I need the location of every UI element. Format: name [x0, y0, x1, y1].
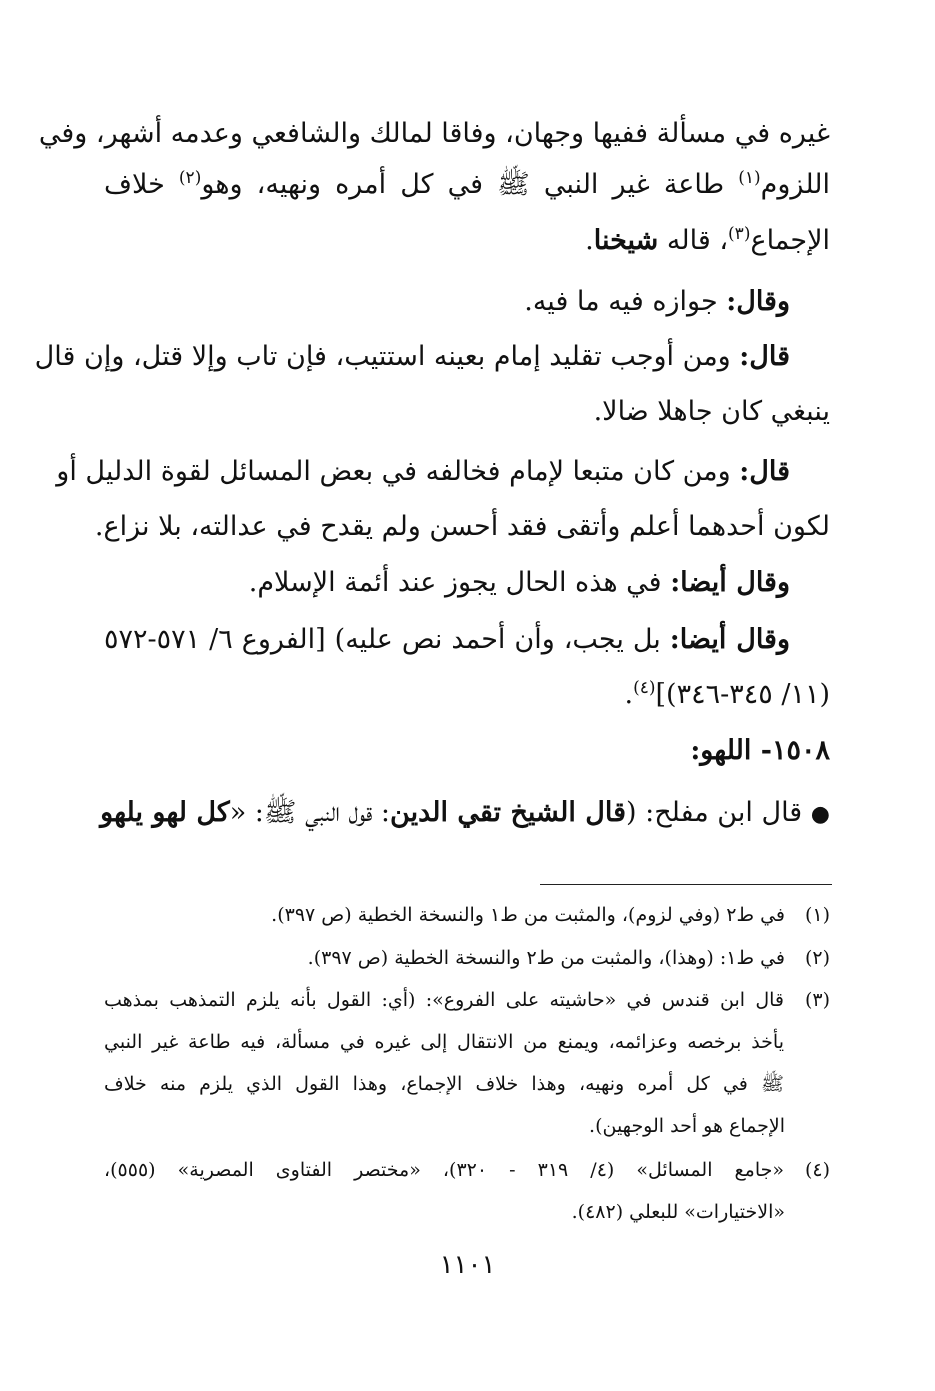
footnote-ref: (٤) [633, 678, 656, 698]
text-run: . [624, 679, 634, 710]
paragraph-line [104, 620, 790, 660]
footnote-text: «جامع المسائل» (٤/ ٣١٩ - ٣٢٠)، «مختصر الفتاوى المصرية» (٥٥٥)، [104, 1159, 784, 1181]
bold-term: كل لهو يلهو [100, 797, 230, 828]
footnote-text: يأخذ برخصه وعزائمه، ويمنع من الانتقال إلى غيره في مسألة، فيه طاعة غير النبي [104, 1031, 784, 1053]
text-run: الإجماع [750, 225, 830, 256]
footnote-text: «الاختيارات» للبعلي (٤٨٢). [571, 1201, 785, 1223]
text-run: جوازه فيه ما فيه. [524, 286, 727, 317]
paragraph-line [95, 507, 830, 547]
paragraph-line [100, 793, 830, 835]
footnote-text: في ط١: (وهذا)، والمثبت من ط٢ والنسخة الخطية (ص ٣٩٧). [307, 947, 785, 969]
text-run: ينبغي كان جاهلا ضالا. [593, 396, 830, 427]
body-line [585, 221, 830, 261]
footnote-text: ﷺ في كل أمره ونهيه، وهذا خلاف الإجماع، وهذا القول الذي يلزم منه خلاف [104, 1073, 784, 1095]
text-run: بل يجب، وأن أحمد نص عليه) [الفروع ٦/ ٥٧١-٥٧٢ [104, 624, 670, 655]
paragraph-line [524, 282, 790, 322]
speaker-label: وقال: [726, 286, 790, 317]
paragraph-line [594, 392, 830, 432]
footnote-text: قال ابن قندس في «حاشيته على الفروع»: (أي: القول بأنه يلزم التمذهب بمذهب [104, 989, 784, 1011]
text-run: . [585, 225, 594, 256]
paragraph-line [34, 337, 790, 377]
text-run: : قول النبي ﷺ: « [229, 797, 391, 828]
text-run: لكون أحدهما أعلم وأتقى فقد أحسن ولم يقدح في عدالته، بلا نزاع. [94, 511, 830, 542]
citation: (١١/ ٣٤٥-٣٤٦)] [655, 679, 830, 710]
footnote-number: (١) [804, 904, 830, 926]
footnote-ref: (١) [738, 168, 761, 188]
footnote-divider [540, 884, 832, 885]
text-run: غيره في مسألة ففيها وجهان، وفاقا لمالك والشافعي وعدمه أشهر، وفي [38, 118, 830, 149]
speaker-label: وقال أيضا: [669, 624, 791, 655]
speaker-label: وقال أيضا: [670, 567, 790, 598]
bold-term: قال الشيخ تقي الدين [390, 797, 627, 828]
footnote-ref: (٢) [178, 168, 202, 188]
paragraph-line [625, 675, 831, 715]
paragraph-line [56, 452, 790, 492]
speaker-label: قال: [739, 341, 790, 372]
footnote-text: في ط٢ (وفي لزوم)، والمثبت من ط١ والنسخة الخطية (ص ٣٩٧). [271, 904, 785, 926]
footnote-number: (٣) [804, 989, 830, 1011]
body-line [104, 165, 830, 205]
text-run: في هذه الحال يجوز عند أئمة الإسلام. [248, 567, 671, 598]
text-run: ومن أوجب تقليد إمام بعينه استتيب، فإن تاب وإلا قتل، وإن قال [34, 341, 740, 372]
bold-term: شيخنا [593, 225, 659, 256]
speaker-label: قال: [739, 456, 790, 487]
paragraph-line [249, 563, 790, 603]
body-line [38, 114, 830, 154]
footnote-number: (٤) [804, 1159, 830, 1181]
text-run: اللزوم [760, 169, 830, 200]
text-run: خلاف [104, 169, 179, 200]
page-number: ١١٠١ [439, 1250, 496, 1280]
bullet-icon: ● [810, 802, 830, 827]
text-run: طاعة غير النبي ﷺ في كل أمره ونهيه، وهو [201, 169, 739, 200]
footnote-ref: (٣) [728, 224, 751, 244]
footnote-number: (٢) [804, 947, 830, 969]
footnote-text: الإجماع هو أحد الوجهين). [589, 1115, 785, 1137]
section-heading: ١٥٠٨- اللهو: [690, 735, 830, 766]
text-run: ومن كان متبعا لإمام فخالفه في بعض المسائل لقوة الدليل أو [56, 456, 740, 487]
text-run: قال ابن مفلح: ( [626, 797, 811, 828]
text-run: ، قاله [658, 225, 729, 256]
